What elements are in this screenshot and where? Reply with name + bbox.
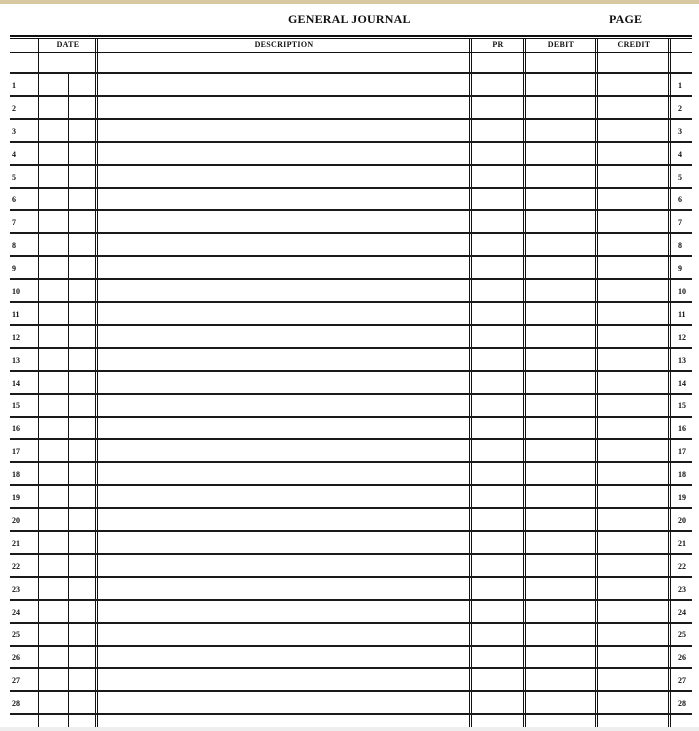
line-number-left: 1 — [12, 81, 16, 90]
line-number-left: 21 — [12, 539, 20, 548]
line-number-left: 7 — [12, 218, 16, 227]
line-number-right: 8 — [678, 241, 682, 250]
line-number-right: 10 — [678, 287, 686, 296]
row-rule — [10, 209, 692, 211]
column-header-description: DESCRIPTION — [254, 40, 314, 49]
line-number-right: 14 — [678, 379, 686, 388]
line-number-right: 20 — [678, 516, 686, 525]
row-rule — [10, 530, 692, 532]
line-number-right: 7 — [678, 218, 682, 227]
row-rule — [10, 187, 692, 189]
row-rule — [10, 461, 692, 463]
line-number-right: 23 — [678, 585, 686, 594]
line-number-left: 22 — [12, 562, 20, 571]
line-number-left: 25 — [12, 630, 20, 639]
line-number-left: 11 — [12, 310, 20, 319]
line-number-right: 6 — [678, 195, 682, 204]
column-header-debit: DEBIT — [547, 40, 575, 49]
page-label: PAGE — [609, 12, 643, 26]
line-number-left: 19 — [12, 493, 20, 502]
row-rule — [10, 713, 692, 715]
line-number-right: 1 — [678, 81, 682, 90]
line-number-left: 27 — [12, 676, 20, 685]
line-number-left: 10 — [12, 287, 20, 296]
line-number-left: 6 — [12, 195, 16, 204]
line-number-right: 12 — [678, 333, 686, 342]
line-number-left: 14 — [12, 379, 20, 388]
line-number-right: 25 — [678, 630, 686, 639]
row-rule — [10, 416, 692, 418]
journal-title: GENERAL JOURNAL — [288, 12, 411, 26]
row-rule — [10, 118, 692, 120]
line-number-right: 5 — [678, 173, 682, 182]
line-number-left: 9 — [12, 264, 16, 273]
row-rule — [10, 622, 692, 624]
line-number-right: 2 — [678, 104, 682, 113]
row-rule — [10, 95, 692, 97]
row-rule — [10, 164, 692, 166]
line-number-left: 23 — [12, 585, 20, 594]
row-rule — [10, 72, 692, 74]
row-rule — [10, 645, 692, 647]
row-rule — [10, 232, 692, 234]
row-rule — [10, 553, 692, 555]
line-number-left: 16 — [12, 424, 20, 433]
line-number-left: 28 — [12, 699, 20, 708]
line-number-right: 13 — [678, 356, 686, 365]
line-number-right: 15 — [678, 401, 686, 410]
line-number-right: 27 — [678, 676, 686, 685]
line-number-left: 3 — [12, 127, 16, 136]
line-number-left: 26 — [12, 653, 20, 662]
line-number-right: 11 — [678, 310, 686, 319]
line-number-right: 19 — [678, 493, 686, 502]
line-number-right: 18 — [678, 470, 686, 479]
line-number-right: 24 — [678, 608, 686, 617]
row-rule — [10, 278, 692, 280]
line-number-left: 8 — [12, 241, 16, 250]
line-number-right: 26 — [678, 653, 686, 662]
rule-date-split — [68, 72, 69, 727]
line-number-right: 3 — [678, 127, 682, 136]
row-rule — [10, 507, 692, 509]
row-rule — [10, 255, 692, 257]
row-rule — [10, 438, 692, 440]
row-rule — [10, 484, 692, 486]
line-number-left: 24 — [12, 608, 20, 617]
line-number-right: 22 — [678, 562, 686, 571]
column-header-date: DATE — [56, 40, 80, 49]
row-rule — [10, 576, 692, 578]
row-rule — [10, 667, 692, 669]
bottom-border-strip — [0, 727, 699, 731]
column-header-credit: CREDIT — [617, 40, 651, 49]
line-number-left: 2 — [12, 104, 16, 113]
line-number-right: 28 — [678, 699, 686, 708]
line-number-right: 17 — [678, 447, 686, 456]
column-header-pr: PR — [492, 40, 504, 49]
row-rule — [10, 370, 692, 372]
line-number-left: 20 — [12, 516, 20, 525]
row-rule — [10, 347, 692, 349]
line-number-right: 4 — [678, 150, 682, 159]
line-number-right: 21 — [678, 539, 686, 548]
line-number-left: 5 — [12, 173, 16, 182]
row-rule — [10, 141, 692, 143]
row-rule — [10, 301, 692, 303]
row-rule — [10, 324, 692, 326]
line-number-left: 12 — [12, 333, 20, 342]
line-number-right: 16 — [678, 424, 686, 433]
row-rule — [10, 599, 692, 601]
line-number-left: 18 — [12, 470, 20, 479]
line-number-left: 15 — [12, 401, 20, 410]
line-number-left: 4 — [12, 150, 16, 159]
row-rule — [10, 393, 692, 395]
line-number-left: 17 — [12, 447, 20, 456]
line-number-right: 9 — [678, 264, 682, 273]
line-number-left: 13 — [12, 356, 20, 365]
row-rule — [10, 690, 692, 692]
